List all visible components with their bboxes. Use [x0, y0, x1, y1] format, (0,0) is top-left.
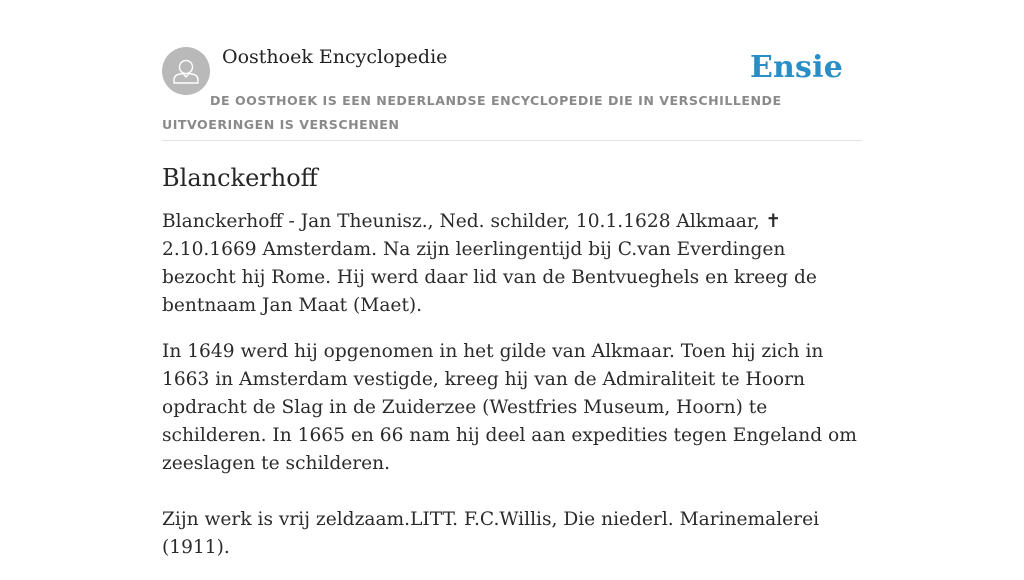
brand-logo[interactable]: Ensie	[749, 50, 843, 85]
article-paragraph: Zijn werk is vrij zeldzaam.LITT. F.C.Willis, Die niederl. Marinemalerei (1911).	[162, 509, 820, 558]
site-name-link[interactable]: Oosthoek Encyclopedie	[222, 46, 448, 68]
site-tagline: DE OOSTHOEK IS EEN NEDERLANDSE ENCYCLOPEDIE DIE IN VERSCHILLENDE UITVOERINGEN IS VERSCHENEN	[162, 93, 782, 132]
site-header	[162, 44, 862, 141]
article-title: Blanckerhoff	[162, 164, 318, 192]
user-silhouette-icon[interactable]	[162, 47, 210, 95]
article-paragraph: Blanckerhoff - Jan Theunisz., Ned. schilder, 10.1.1628 Alkmaar, ✝ 2.10.1669 Amsterdam. Na zijn leerlingentijd bij C.van Everdingen bezocht hij Rome. Hij werd daar lid van de Bentvueghels en kreeg de bentnaam Jan Maat (Maet).	[162, 211, 817, 316]
article	[162, 162, 862, 580]
article-paragraph: In 1649 werd hij opgenomen in het gilde van Alkmaar. Toen hij zich in 1663 in Amsterdam vestigde, kreeg hij van de Admiraliteit te Hoorn opdracht de Slag in de Zuiderzee (Westfries Museum, Hoorn) te schilderen. In 1665 en 66 nam hij deel aan expedities tegen Engeland om zeeslagen te schilderen.	[162, 341, 857, 474]
